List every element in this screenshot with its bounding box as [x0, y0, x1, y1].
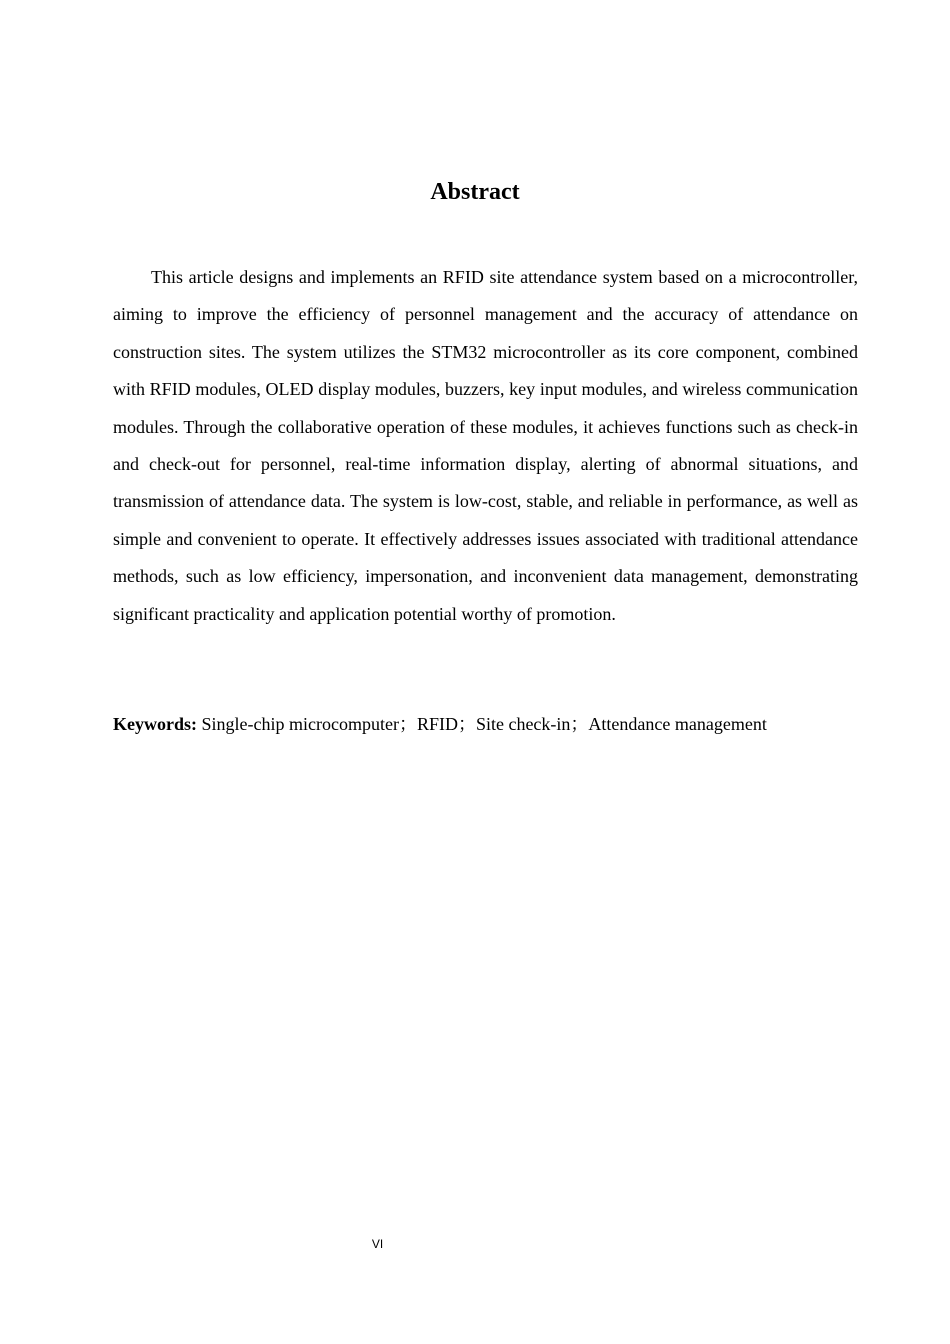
keywords-label: Keywords: — [113, 714, 197, 734]
page-number: VI — [371, 1237, 384, 1251]
abstract-title: Abstract — [430, 179, 520, 205]
keywords-list: Single-chip microcomputer；RFID；Site check-in；Attendance management — [197, 714, 767, 734]
abstract-body-text: This article designs and implements an RFID site attendance system based on a microcontroller, aiming to improve the efficiency of personnel management and the accuracy of attendance on construction sites. The system utilizes the STM32 microcontroller as its core component, combined with RFID modules, OLED display modules, buzzers, key input modules, and wireless communication modules. Through the collaborative operation of these modules, it achieves functions such as check-in and check-out for personnel, real-time information display, alerting of abnormal situations, and transmission of attendance data. The system is low-cost, stable, and reliable in performance, as well as simple and convenient to operate. It effectively addresses issues associated with traditional attendance methods, such as low efficiency, impersonation, and inconvenient data management, demonstrating significant practicality and application potential worthy of promotion. — [113, 267, 858, 624]
keywords-line — [113, 706, 873, 743]
